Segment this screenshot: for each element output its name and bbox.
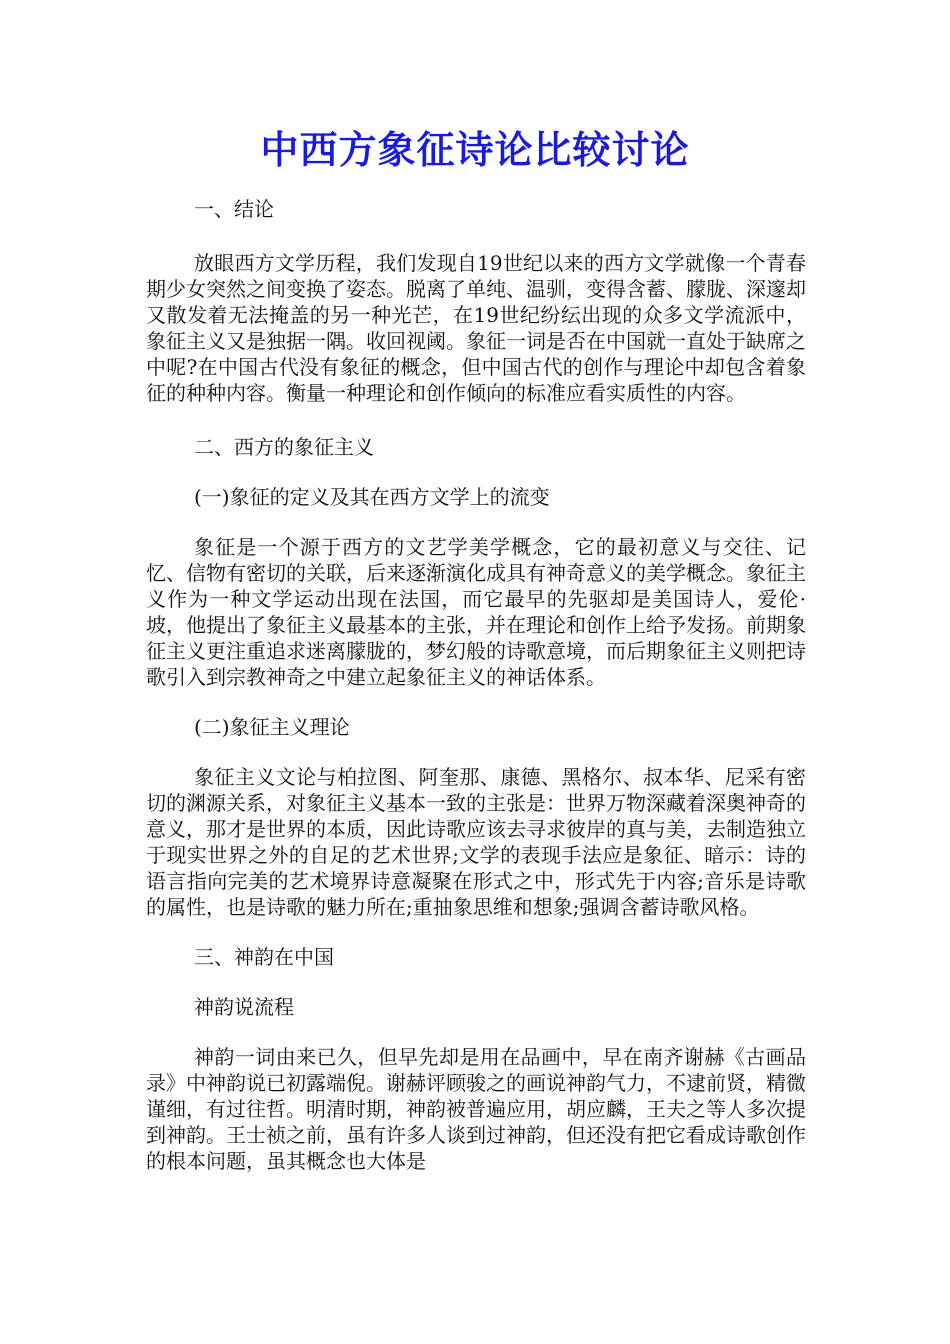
paragraph-definition: 象征是一个源于西方的文艺学美学概念，它的最初意义与交往、记忆、信物有密切的关联，后来逐渐演化成具有神奇意义的美学概念。象征主义作为一种文学运动出现在法国，而它最早的先驱却是美国诗人，爱伦·坡，他提出了象征主义最基本的主张，并在理论和创作上给予发扬。前期象征主义更注重追求迷离朦胧的，梦幻般的诗歌意境，而后期象征主义则把诗歌引入到宗教神奇之中建立起象征主义的神话体系。	[146, 535, 806, 689]
subheading-shenyun-history: 神韵说流程	[194, 995, 294, 1019]
paragraph-theory: 象征主义文论与柏拉图、阿奎那、康德、黑格尔、叔本华、尼采有密切的渊源关系，对象征主义基本一致的主张是：世界万物深藏着深奥神奇的意义，那才是世界的本质，因此诗歌应该去寻求彼岸的真与美，去制造独立于现实世界之外的自足的艺术世界;文学的表现手法应是象征、暗示：诗的语言指向完美的艺术境界诗意凝聚在形式之中，形式先于内容;音乐是诗歌的属性，也是诗歌的魅力所在;重抽象思维和想象;强调含蓄诗歌风格。	[146, 765, 806, 919]
section-heading-conclusion: 一、结论	[194, 197, 274, 221]
paragraph-shenyun: 神韵一词由来已久，但早先却是用在品画中，早在南齐谢赫《古画品录》中神韵说已初露端倪。谢赫评顾骏之的画说神韵气力，不逮前贤，精微谨细，有过往哲。明清时期，神韵被普遍应用，胡应麟，王夫之等人多次提到神韵。王士祯之前，虽有许多人谈到过神韵，但还没有把它看成诗歌创作的根本问题，虽其概念也大体是	[146, 1045, 806, 1173]
subheading-definition: (一)象征的定义及其在西方文学上的流变	[194, 485, 550, 509]
section-heading-western-symbolism: 二、西方的象征主义	[194, 435, 374, 459]
paragraph-intro: 放眼西方文学历程，我们发现自19世纪以来的西方文学就像一个青春期少女突然之间变换了姿态。脱离了单纯、温驯，变得含蓄、朦胧、深邃却又散发着无法掩盖的另一种光芒，在19世纪纷纭出现的众多文学流派中，象征主义又是独据一隅。收回视阈。象征一词是否在中国就一直处于缺席之中呢?在中国古代没有象征的概念，但中国古代的创作与理论中却包含着象征的种种内容。衡量一种理论和创作倾向的标准应看实质性的内容。	[146, 251, 806, 405]
document-title: 中西方象征诗论比较讨论	[260, 127, 690, 172]
section-heading-shenyun: 三、神韵在中国	[194, 945, 334, 969]
subheading-theory: (二)象征主义理论	[194, 715, 350, 739]
document-body	[146, 196, 806, 1174]
